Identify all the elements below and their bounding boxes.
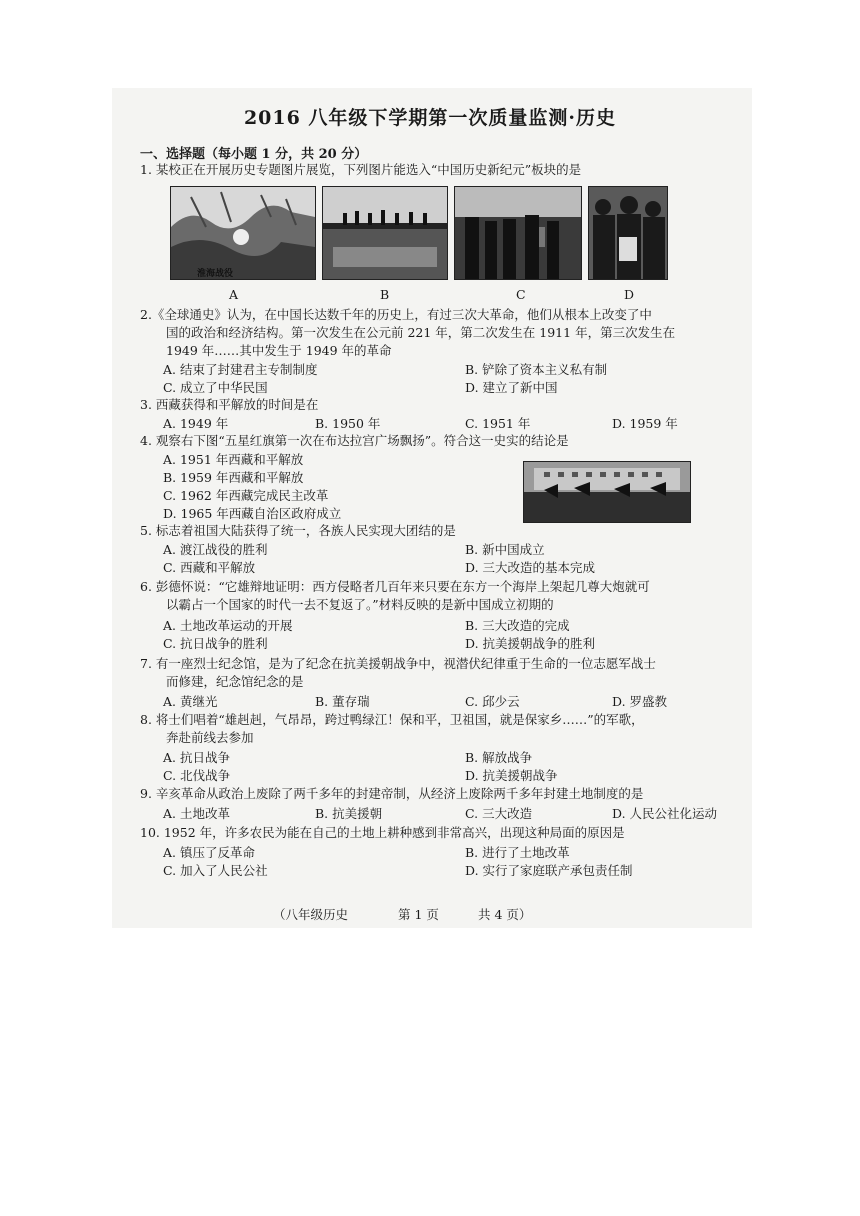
- question-3-option-b: B. 1950 年: [315, 416, 381, 431]
- question-2-stem-line-2: 国的政治和经济结构。第一次发生在公元前 221 年，第二次发生在 1911 年，第三次发生在: [166, 325, 676, 340]
- question-6-option-a: A. 土地改革运动的开展: [163, 618, 293, 633]
- question-2-option-d: D. 建立了新中国: [465, 380, 558, 395]
- question-8-option-b: B. 解放战争: [465, 750, 533, 765]
- question-3-option-d: D. 1959 年: [612, 416, 678, 431]
- question-5-option-b: B. 新中国成立: [465, 542, 545, 557]
- question-10-stem: 10. 1952 年，许多农民为能在自己的土地上耕种感到非常高兴，出现这种局面的原因是: [140, 825, 625, 840]
- footer-total-pages: 共 4 页）: [478, 907, 532, 922]
- question-10-option-b: B. 进行了土地改革: [465, 845, 570, 860]
- question-9-option-d: D. 人民公社化运动: [612, 806, 718, 821]
- question-1-stem: 1. 某校正在开展历史专题图片展览，下列图片能选入“中国历史新纪元”板块的是: [140, 162, 582, 177]
- question-6-option-d: D. 抗美援朝战争的胜利: [465, 636, 596, 651]
- photo-b-tiananmen: [322, 186, 448, 280]
- question-4-option-c: C. 1962 年西藏完成民主改革: [163, 488, 329, 503]
- question-2-option-a: A. 结束了封建君主专制制度: [163, 362, 318, 377]
- question-8-option-c: C. 北伐战争: [163, 768, 231, 783]
- question-6-option-c: C. 抗日战争的胜利: [163, 636, 268, 651]
- question-6-stem-line-2: 以霸占一个国家的时代一去不复返了。”材料反映的是新中国成立初期的: [166, 597, 554, 612]
- question-3-stem: 3. 西藏获得和平解放的时间是在: [140, 397, 319, 412]
- question-4-option-d: D. 1965 年西藏自治区政府成立: [163, 506, 342, 521]
- question-5-stem: 5. 标志着祖国大陆获得了统一，各族人民实现大团结的是: [140, 523, 456, 538]
- footer-page-number: 第 1 页: [398, 907, 439, 922]
- question-3-option-a: A. 1949 年: [163, 416, 229, 431]
- question-4-option-b: B. 1959 年西藏和平解放: [163, 470, 304, 485]
- photo-a-caption: 淮海战役: [197, 269, 234, 279]
- question-7-option-b: B. 董存瑞: [315, 694, 370, 709]
- question-8-stem-line-1: 8. 将士们唱着“雄赳赳，气昂昂，跨过鸭绿江！保和平，卫祖国，就是保家乡……”的军歌，: [140, 712, 644, 727]
- question-6-stem-line-1: 6. 彭德怀说：“它雄辩地证明：西方侵略者几百年来只要在东方一个海岸上架起几尊大炮就可: [140, 579, 650, 594]
- question-7-option-c: C. 邱少云: [465, 694, 520, 709]
- question-4-option-a: A. 1951 年西藏和平解放: [163, 452, 304, 467]
- photo-d-crowd: [588, 186, 668, 280]
- photo-label-b: B: [380, 287, 390, 302]
- section-heading: 一、选择题（每小题 1 分，共 20 分）: [140, 147, 368, 162]
- footer-subject: （八年级历史: [273, 907, 349, 922]
- question-9-option-a: A. 土地改革: [163, 806, 230, 821]
- question-5-option-d: D. 三大改造的基本完成: [465, 560, 596, 575]
- question-2-option-c: C. 成立了中华民国: [163, 380, 268, 395]
- question-10-option-a: A. 镇压了反革命: [163, 845, 255, 860]
- question-8-stem-line-2: 奔赴前线去参加: [166, 730, 254, 745]
- question-7-option-d: D. 罗盛教: [612, 694, 668, 709]
- question-9-option-c: C. 三大改造: [465, 806, 533, 821]
- question-5-option-a: A. 渡江战役的胜利: [163, 542, 268, 557]
- photo-c-founding-ceremony: [454, 186, 582, 280]
- photo-label-a: A: [229, 287, 239, 302]
- question-2-stem-line-1: 2.《全球通史》认为，在中国长达数千年的历史上，有过三次大革命，他们从根本上改变了中: [140, 307, 652, 322]
- question-8-option-a: A. 抗日战争: [163, 750, 230, 765]
- photo-label-d: D: [624, 287, 635, 302]
- photo-potala-palace-flag: [523, 461, 691, 523]
- question-10-option-c: C. 加入了人民公社: [163, 863, 268, 878]
- question-7-option-a: A. 黄继光: [163, 694, 218, 709]
- question-9-stem: 9. 辛亥革命从政治上废除了两千多年的封建帝制，从经济上废除两千多年封建土地制度的是: [140, 786, 644, 801]
- question-3-option-c: C. 1951 年: [465, 416, 531, 431]
- question-4-stem: 4. 观察右下图“五星红旗第一次在布达拉宫广场飘扬”。符合这一史实的结论是: [140, 433, 569, 448]
- question-7-stem-line-2: 而修建，纪念馆纪念的是: [166, 674, 304, 689]
- photo-label-c: C: [516, 287, 526, 302]
- question-10-option-d: D. 实行了家庭联产承包责任制: [465, 863, 633, 878]
- question-6-option-b: B. 三大改造的完成: [465, 618, 570, 633]
- question-2-option-b: B. 铲除了资本主义私有制: [465, 362, 608, 377]
- question-7-stem-line-1: 7. 有一座烈士纪念馆，是为了纪念在抗美援朝战争中，视潜伏纪律重于生命的一位志愿军战士: [140, 656, 656, 671]
- photo-a-huaihai-battle: [170, 186, 316, 280]
- question-2-stem-line-3: 1949 年……其中发生于 1949 年的革命: [166, 343, 392, 358]
- page-title: 2016 八年级下学期第一次质量监测·历史: [243, 107, 617, 129]
- question-8-option-d: D. 抗美援朝战争: [465, 768, 558, 783]
- question-5-option-c: C. 西藏和平解放: [163, 560, 256, 575]
- question-9-option-b: B. 抗美援朝: [315, 806, 383, 821]
